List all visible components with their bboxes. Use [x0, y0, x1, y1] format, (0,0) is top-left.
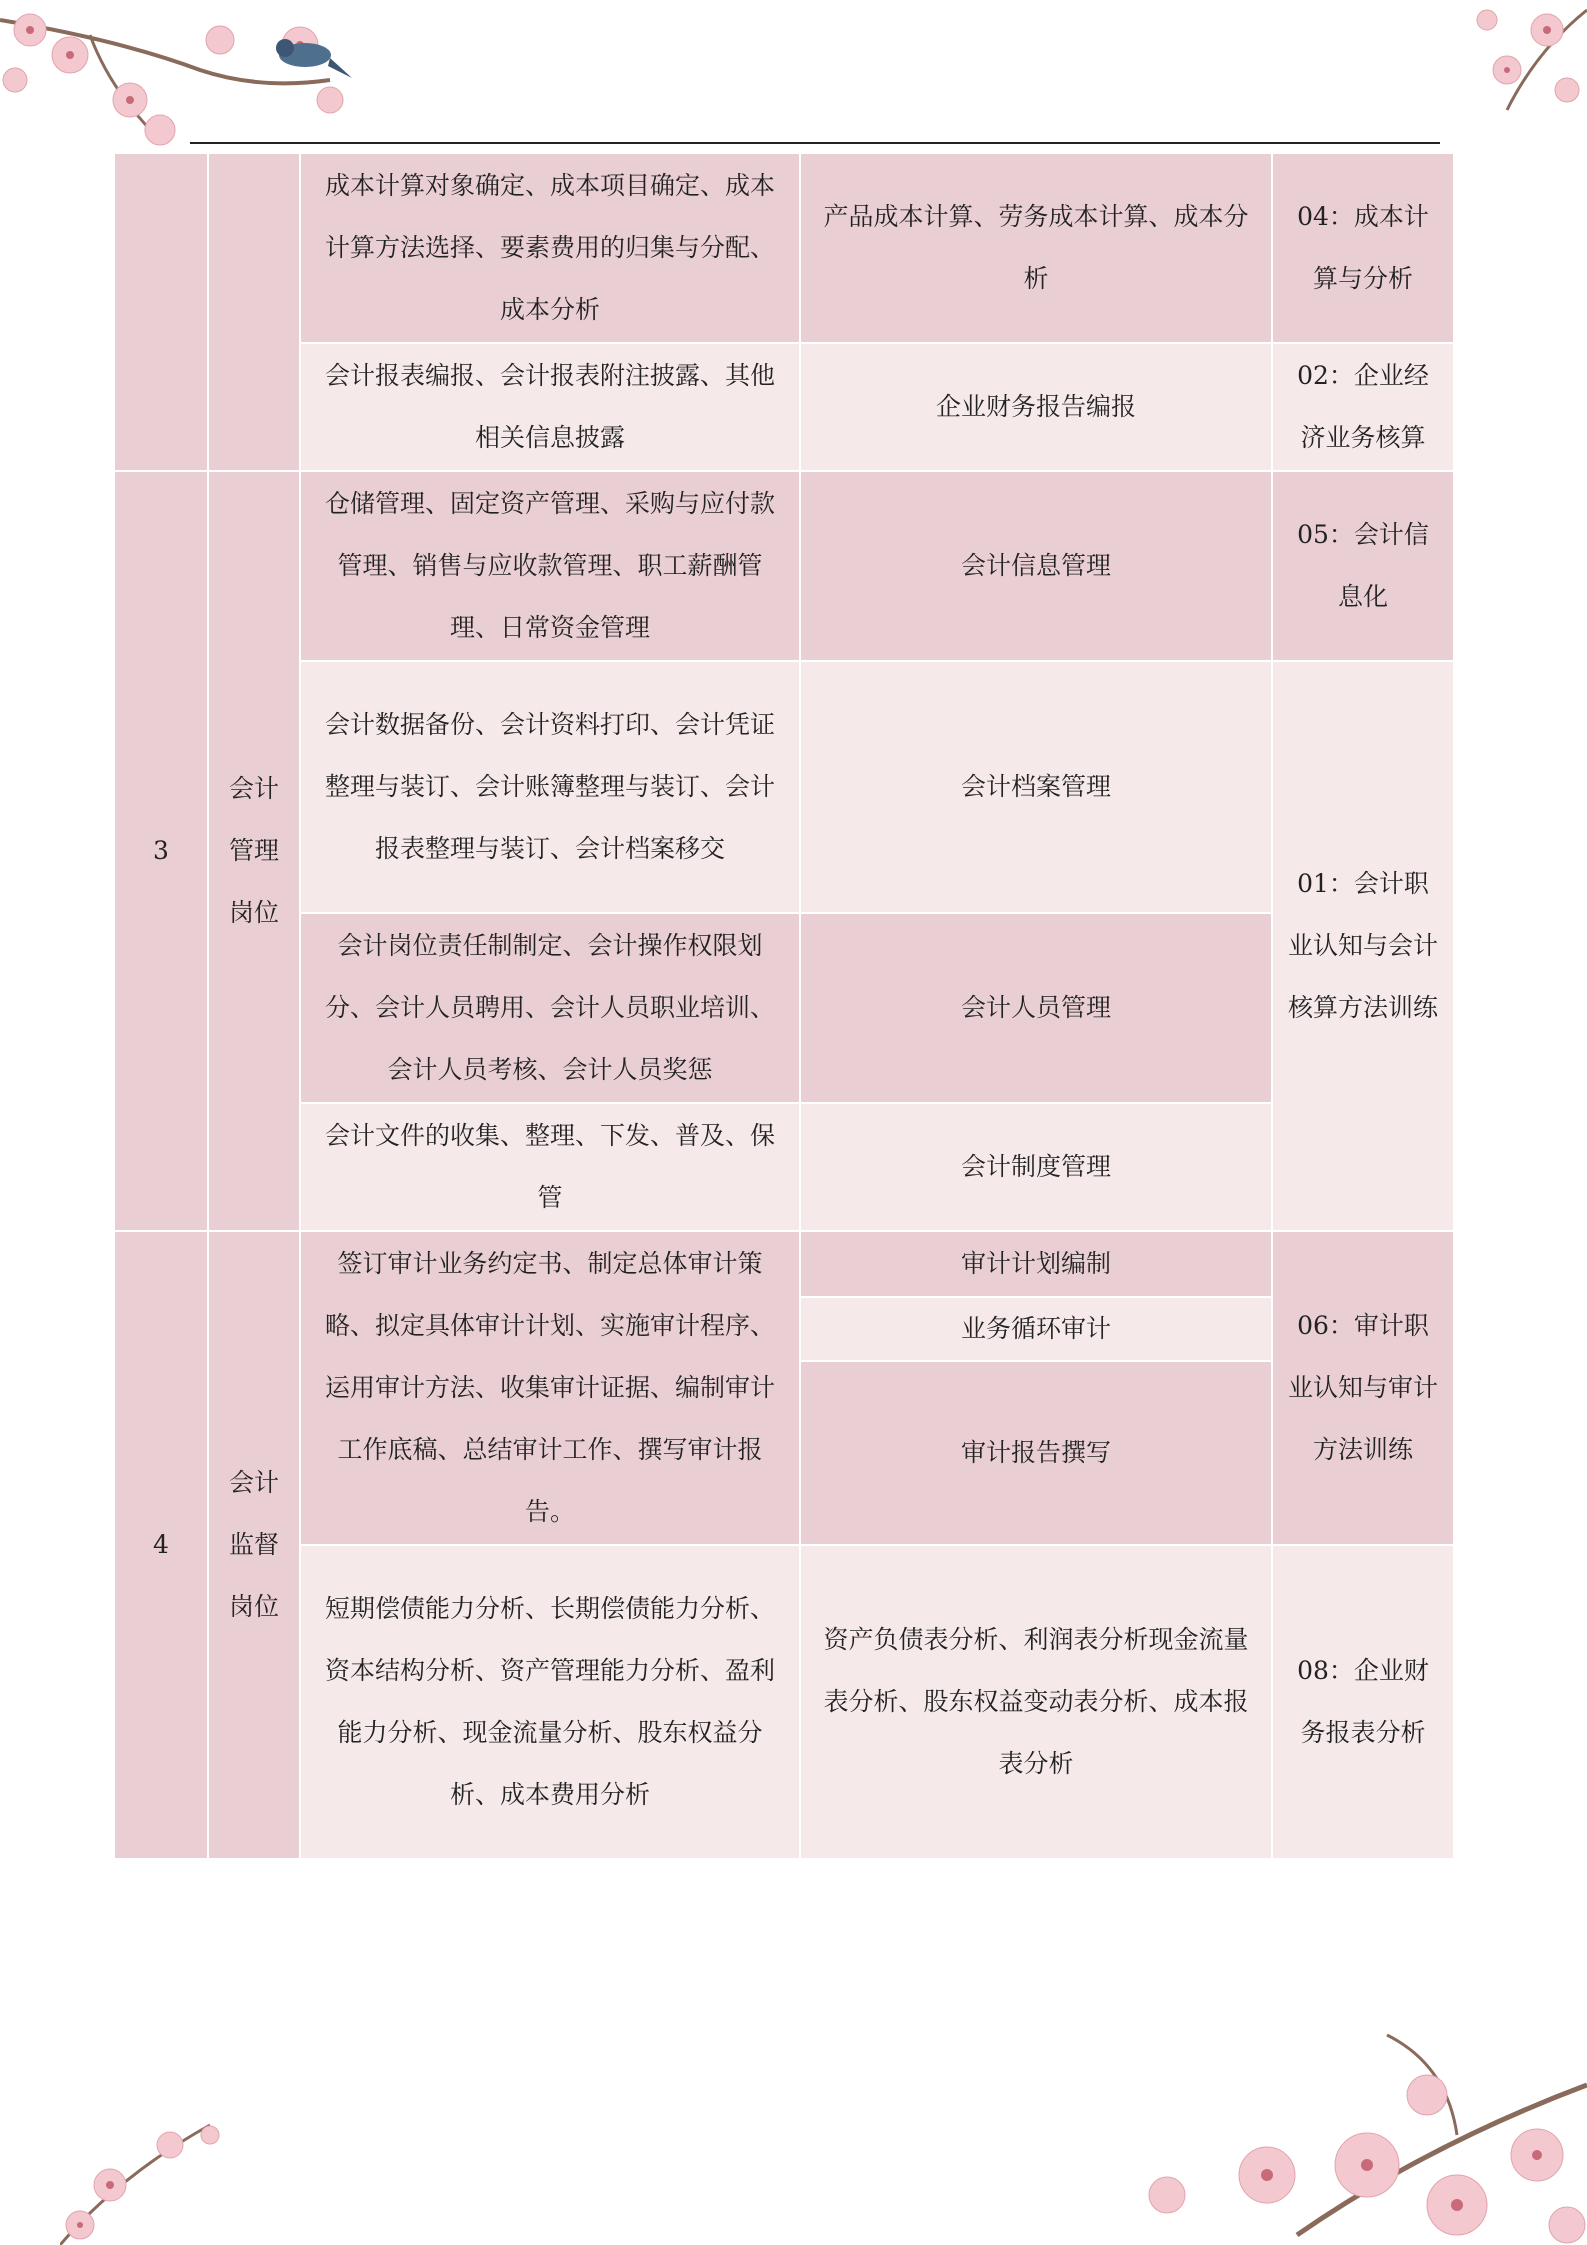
table-cell-task: 资产负债表分析、利润表分析现金流量表分析、股东权益变动表分析、成本报表分析 — [800, 1545, 1272, 1859]
table-cell-content: 会计文件的收集、整理、下发、普及、保管 — [300, 1103, 800, 1231]
table-cell-task: 产品成本计算、劳务成本计算、成本分析 — [800, 153, 1272, 343]
table-cell-content: 仓储管理、固定资产管理、采购与应付款管理、销售与应收款管理、职工薪酬管理、日常资金管理 — [300, 471, 800, 661]
header-rule — [190, 142, 1440, 144]
table-cell-task: 审计计划编制 — [800, 1231, 1272, 1297]
table-cell-position: 会计监督岗位 — [208, 1231, 300, 1859]
table-cell-no — [114, 153, 208, 471]
table-row — [114, 471, 1454, 661]
table-cell-content: 会计数据备份、会计资料打印、会计凭证整理与装订、会计账簿整理与装订、会计报表整理与装订、会计档案移交 — [300, 661, 800, 913]
cherry-blossom-corner-top-right — [1427, 0, 1587, 130]
table-row — [114, 1231, 1454, 1297]
table-cell-course: 04：成本计算与分析 — [1272, 153, 1454, 343]
cherry-blossom-corner-bottom-left — [60, 2105, 240, 2245]
cherry-blossom-branch-with-bird — [0, 0, 360, 160]
table-cell-course: 06：审计职业认知与审计方法训练 — [1272, 1231, 1454, 1545]
table-cell-content: 会计岗位责任制制定、会计操作权限划分、会计人员聘用、会计人员职业培训、会计人员考核、会计人员奖惩 — [300, 913, 800, 1103]
table-cell-course: 05：会计信息化 — [1272, 471, 1454, 661]
table-cell-task: 企业财务报告编报 — [800, 343, 1272, 471]
table-cell-content: 签订审计业务约定书、制定总体审计策略、拟定具体审计计划、实施审计程序、运用审计方法、收集审计证据、编制审计工作底稿、总结审计工作、撰写审计报告。 — [300, 1231, 800, 1545]
table-cell-no: 4 — [114, 1231, 208, 1859]
table-cell-course: 02：企业经济业务核算 — [1272, 343, 1454, 471]
table-cell-position: 会计管理岗位 — [208, 471, 300, 1231]
table-row — [114, 661, 1454, 913]
table-row — [114, 343, 1454, 471]
cherry-blossom-corner-bottom-right — [1127, 2025, 1587, 2245]
course-mapping-table — [113, 152, 1455, 1860]
table-cell-content: 会计报表编报、会计报表附注披露、其他相关信息披露 — [300, 343, 800, 471]
table-cell-task: 会计人员管理 — [800, 913, 1272, 1103]
table-cell-task: 会计制度管理 — [800, 1103, 1272, 1231]
table-cell-task: 业务循环审计 — [800, 1297, 1272, 1361]
table-cell-task: 会计档案管理 — [800, 661, 1272, 913]
table-cell-course: 01：会计职业认知与会计核算方法训练 — [1272, 661, 1454, 1231]
table-cell-no: 3 — [114, 471, 208, 1231]
table-row — [114, 153, 1454, 343]
table-cell-position — [208, 153, 300, 471]
table-cell-task: 审计报告撰写 — [800, 1361, 1272, 1545]
table-cell-task: 会计信息管理 — [800, 471, 1272, 661]
table-cell-content: 短期偿债能力分析、长期偿债能力分析、资本结构分析、资产管理能力分析、盈利能力分析、现金流量分析、股东权益分析、成本费用分析 — [300, 1545, 800, 1859]
table-row — [114, 1103, 1454, 1231]
table-cell-course: 08：企业财务报表分析 — [1272, 1545, 1454, 1859]
table-cell-content: 成本计算对象确定、成本项目确定、成本计算方法选择、要素费用的归集与分配、成本分析 — [300, 153, 800, 343]
table-row — [114, 913, 1454, 1103]
table-row — [114, 1545, 1454, 1859]
